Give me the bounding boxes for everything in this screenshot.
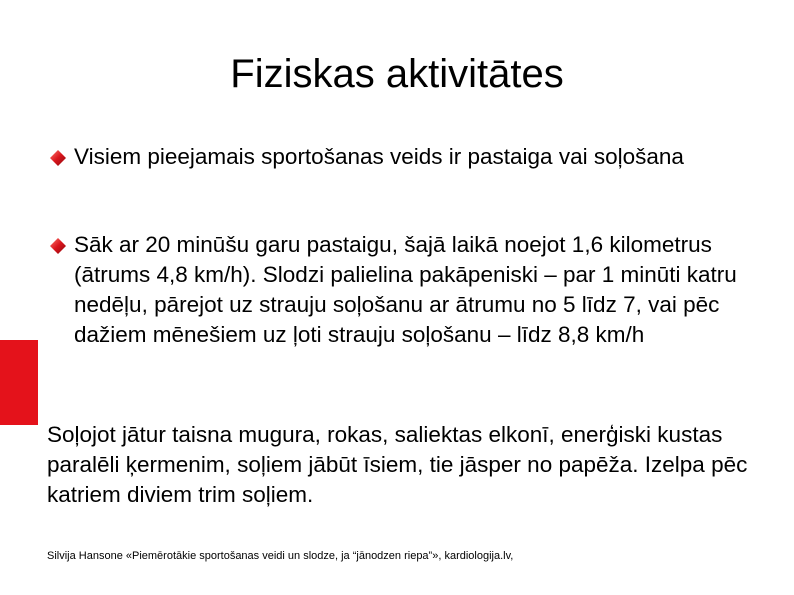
bullet-text: Visiem pieejamais sportošanas veids ir pastaiga vai soļošana xyxy=(74,144,684,169)
slide-title: Fiziskas aktivitātes xyxy=(230,52,564,96)
body-paragraph: Soļojot jātur taisna mugura, rokas, saliektas elkonī, enerģiski kustas paralēli ķermenim, soļiem jābūt īsiem, tie jāsper no papēža. Izelpa pēc katriem diviem trim soļiem. xyxy=(47,422,748,507)
red-diamond-icon xyxy=(50,150,66,166)
source-footnote: Silvija Hansone «Piemērotākie sportošanas veidi un slodze, ja “jānodzen riepa”», kardiologija.lv, xyxy=(47,550,514,562)
bullet-item xyxy=(74,142,764,172)
bullet-item xyxy=(74,230,764,350)
red-accent-bar xyxy=(0,340,38,425)
red-diamond-icon xyxy=(50,238,66,254)
bullet-text: Sāk ar 20 minūšu garu pastaigu, šajā laikā noejot 1,6 kilometrus (ātrums 4,8 km/h). Slodzi palielina pakāpeniski – par 1 minūti katru nedēļu, pārejot uz strauju soļošanu ar ātrumu no 5 līdz 7, vai pēc dažiem mēnešiem uz ļoti strauju soļošanu – līdz 8,8 km/h xyxy=(74,232,737,347)
